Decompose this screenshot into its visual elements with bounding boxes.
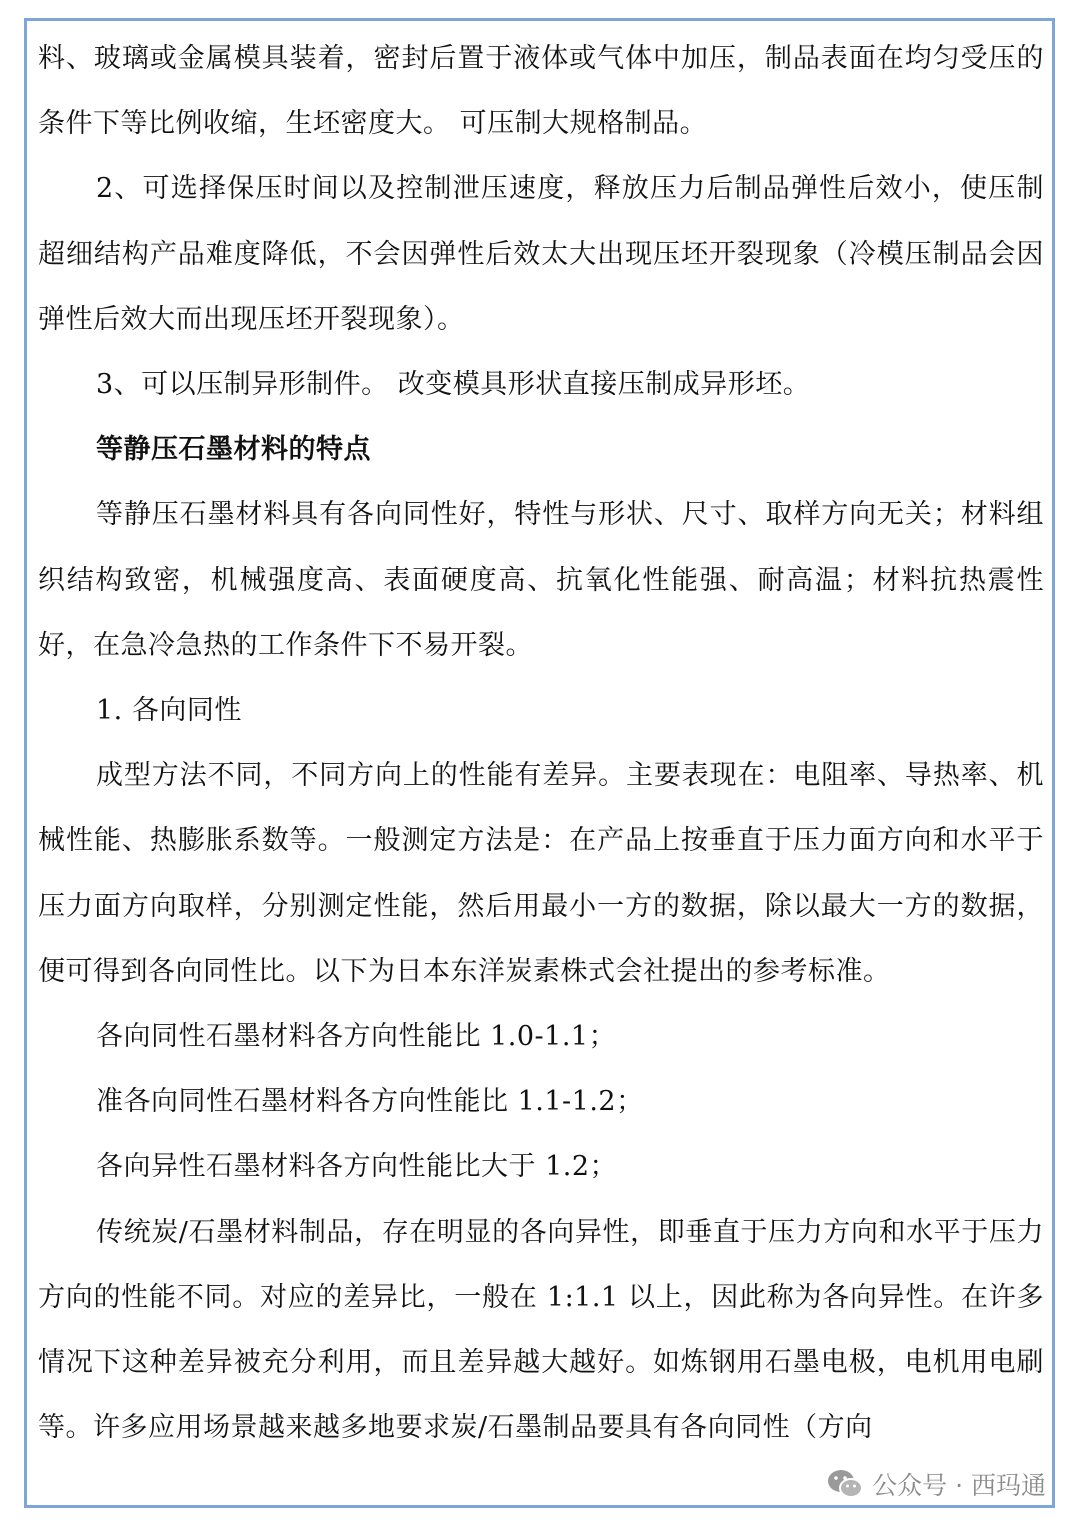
paragraph-traditional: 传统炭/石墨材料制品，存在明显的各向异性，即垂直于压力方向和水平于压力方向的性能不同。对应的差异比，一般在 1:1.1 以上，因此称为各向异性。在许多情况下这种差异被充分利用，而且差异越大越好。如炼钢用石墨电极，电机用电刷等。许多应用场景越来越多地要求炭/石墨制品要具有各向同性（方向	[38, 1216, 1044, 1444]
paragraph-isotropy: 成型方法不同，不同方向上的性能有差异。主要表现在：电阻率、导热率、机械性能、热膨胀系数等。一般测定方法是：在产品上按垂直于压力面方向和水平于压力面方向取样，分别测定性能，然后用最小一方的数据，除以最大一方的数据，便可得到各向同性比。以下为日本东洋炭素株式会社提出的参考标准。	[38, 760, 1044, 987]
watermark-text: 公众号 · 西玛通	[872, 1471, 1046, 1500]
section-heading-features: 等静压石墨材料的特点	[96, 434, 371, 466]
standard-isotropic: 各向同性石墨材料各方向性能比 1.0-1.1；	[96, 1021, 617, 1053]
paragraph-point-3: 3、可以压制异形制件。 改变模具形状直接压制成异形坯。	[96, 369, 811, 401]
wechat-icon	[826, 1468, 864, 1500]
standard-quasi-isotropic: 准各向同性石墨材料各方向性能比 1.1-1.2；	[96, 1086, 644, 1118]
standard-anisotropic: 各向异性石墨材料各方向性能比大于 1.2；	[96, 1151, 618, 1183]
watermark	[826, 1466, 1046, 1502]
subheading-isotropy: 1. 各向同性	[96, 695, 242, 727]
paragraph-features: 等静压石墨材料具有各向同性好，特性与形状、尺寸、取样方向无关；材料组织结构致密，机械强度高、表面硬度高、抗氧化性能强、耐高温；材料抗热震性好，在急冷急热的工作条件下不易开裂。	[38, 499, 1044, 661]
paragraph-cip-continuation: 料、玻璃或金属模具装着，密封后置于液体或气体中加压，制品表面在均匀受压的条件下等比例收缩，生坯密度大。 可压制大规格制品。	[38, 43, 1044, 140]
paragraph-point-2: 2、可选择保压时间以及控制泄压速度，释放压力后制品弹性后效小，使压制超细结构产品难度降低，不会因弹性后效太大出现压坯开裂现象（冷模压制品会因弹性后效大而出现压坯开裂现象）。	[38, 173, 1044, 335]
document-body	[38, 26, 1044, 1460]
